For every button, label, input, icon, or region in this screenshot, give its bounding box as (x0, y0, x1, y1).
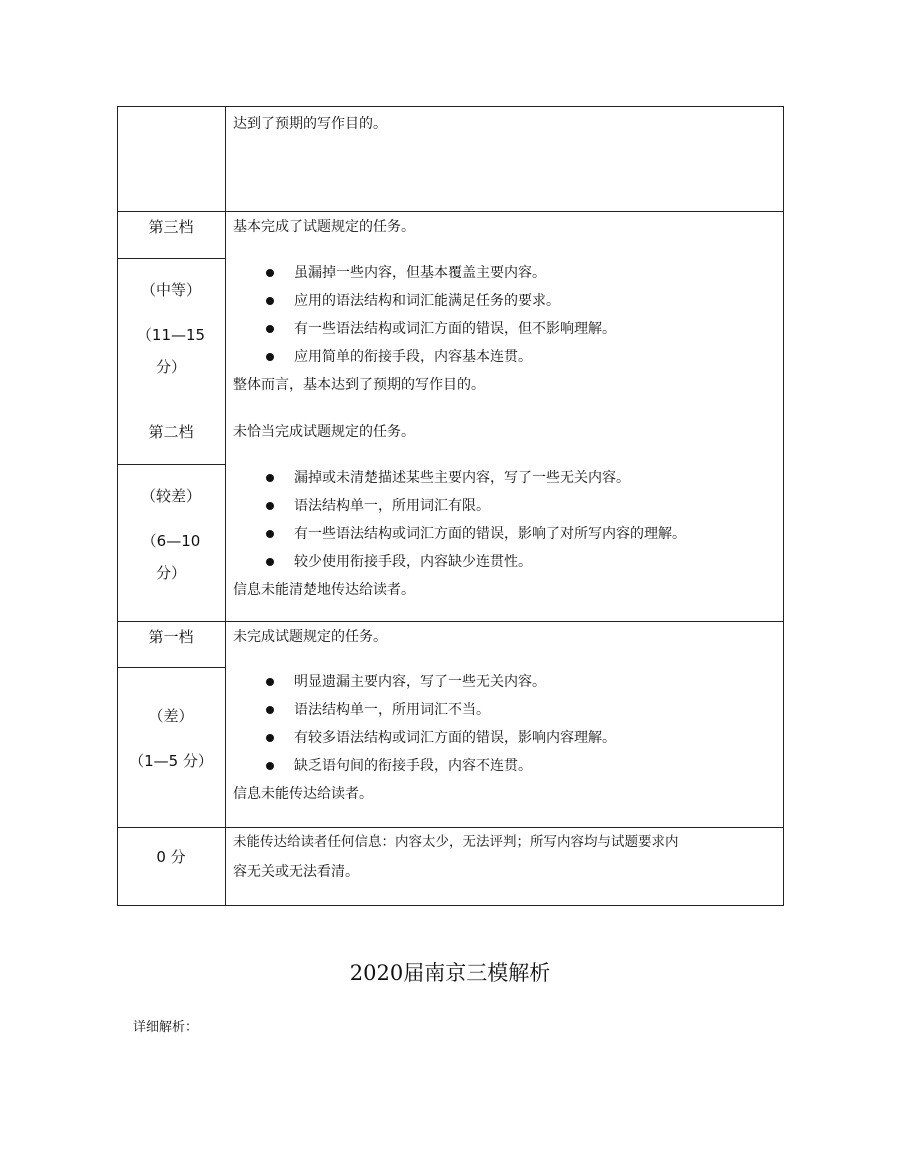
grade-zero-line1: 未能传达给读者任何信息：内容太少，无法评判；所写内容均与试题要求内 (233, 834, 679, 850)
table-border-label-split-3 (117, 667, 225, 668)
page-title-year: 2020 (349, 961, 404, 985)
section-subheading: 详细解析： (133, 1020, 199, 1035)
page-title (0, 958, 900, 988)
list-item: 较少使用衔接手段，内容缺少连贯性。 (266, 548, 686, 576)
list-item: 有一些语法结构或词汇方面的错误，影响了对所写内容的理解。 (266, 520, 686, 548)
grade-third-range-b: 分） (155, 358, 186, 376)
table-border-row2 (117, 621, 784, 622)
grade-second-level: （较差） (140, 487, 201, 505)
table-border-right (783, 106, 784, 906)
list-item: 缺乏语句间的衔接手段，内容不连贯。 (266, 752, 616, 780)
grade-first-summary: 信息未能传达给读者。 (233, 786, 373, 802)
row0-text: 达到了预期的写作目的。 (233, 116, 387, 132)
list-item: 应用简单的衔接手段，内容基本连贯。 (266, 343, 616, 371)
table-border-label-split-2 (117, 464, 225, 465)
grade-third-bullets (266, 259, 616, 371)
list-item: 应用的语法结构和词汇能满足任务的要求。 (266, 287, 616, 315)
grade-second-label: 第二档 (148, 423, 194, 441)
grade-third-level: （中等） (140, 281, 201, 299)
table-border-row1 (117, 211, 784, 212)
grade-third-intro: 基本完成了试题规定的任务。 (233, 219, 415, 235)
grade-first-bullets (266, 668, 616, 780)
list-item: 虽漏掉一些内容，但基本覆盖主要内容。 (266, 259, 616, 287)
grade-first-range: （1—5 分） (129, 752, 213, 770)
grade-third-label: 第三档 (148, 218, 194, 236)
table-border-row3 (117, 827, 784, 828)
table-border-top (117, 106, 784, 107)
grade-third-range-a: （11—15 (136, 326, 206, 344)
grade-second-bullets (266, 464, 686, 576)
grade-first-level: （差） (148, 707, 194, 725)
list-item: 有一些语法结构或词汇方面的错误，但不影响理解。 (266, 315, 616, 343)
list-item: 语法结构单一，所用词汇不当。 (266, 696, 616, 724)
page-title-text: 届南京三模解析 (403, 961, 551, 985)
grade-zero-line2: 容无关或无法看清。 (233, 864, 359, 880)
grade-zero-label: 0 分 (156, 848, 186, 866)
grade-second-range-a: （6—10 (141, 532, 201, 550)
grade-second-summary: 信息未能清楚地传达给读者。 (233, 582, 415, 598)
grade-second-intro: 未恰当完成试题规定的任务。 (233, 424, 415, 440)
list-item: 明显遗漏主要内容，写了一些无关内容。 (266, 668, 616, 696)
list-item: 漏掉或未清楚描述某些主要内容，写了一些无关内容。 (266, 464, 686, 492)
grade-first-label: 第一档 (148, 628, 194, 646)
table-border-middle (225, 106, 226, 906)
grade-first-intro: 未完成试题规定的任务。 (233, 629, 387, 645)
table-border-label-split-1 (117, 258, 225, 259)
table-border-bottom (117, 905, 784, 906)
grade-second-range-b: 分） (155, 564, 186, 582)
list-item: 语法结构单一，所用词汇有限。 (266, 492, 686, 520)
list-item: 有较多语法结构或词汇方面的错误，影响内容理解。 (266, 724, 616, 752)
grade-third-summary: 整体而言，基本达到了预期的写作目的。 (233, 377, 485, 393)
